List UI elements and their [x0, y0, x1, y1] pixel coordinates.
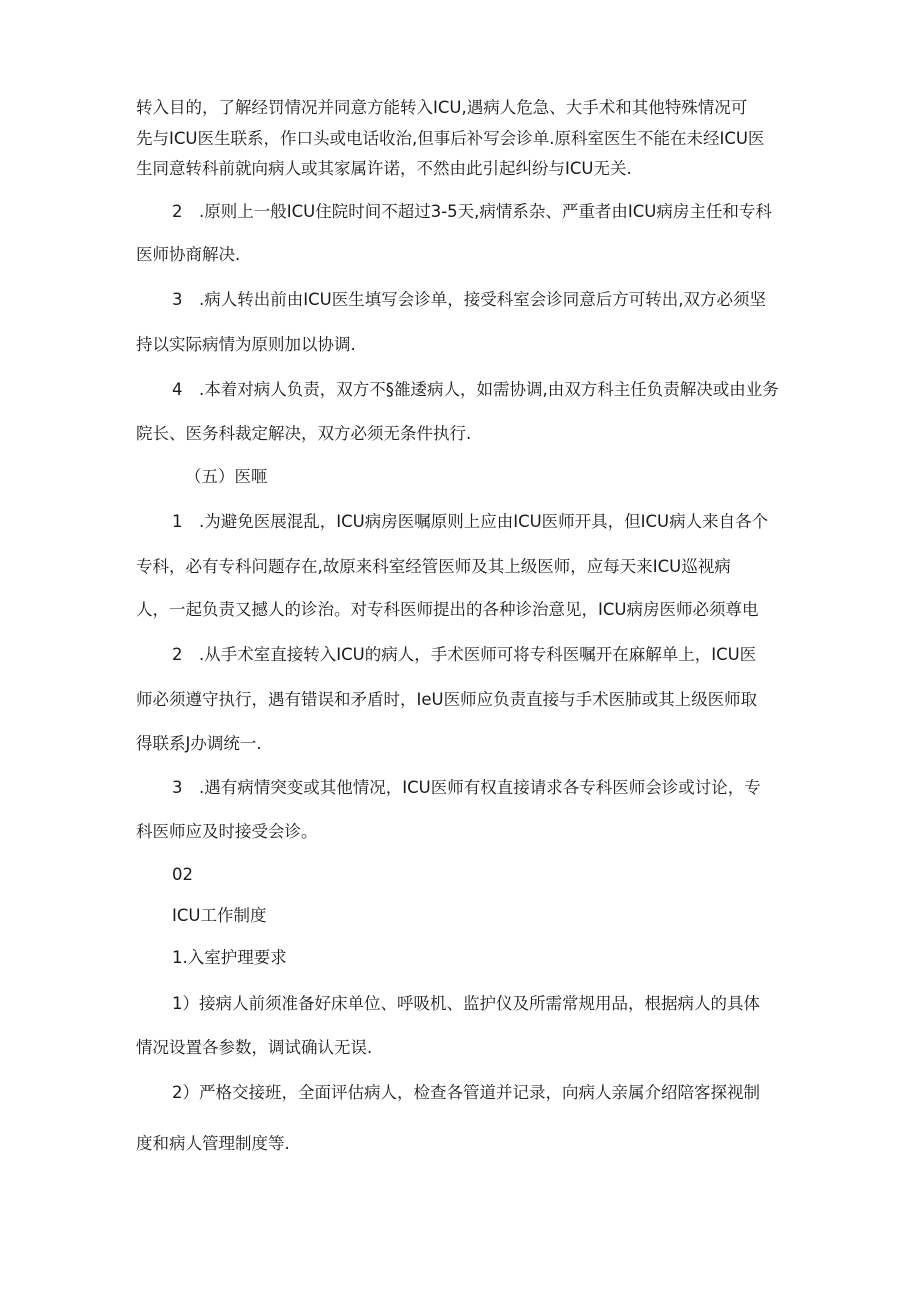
text-line: 4 .本着对病人负责，双方不§雒逶病人，如需协调,由双方科主任负责解决或由业务 [172, 380, 779, 399]
text-line: 3 .遇有病情突变或其他情况，ICU医师有权直接请求各专科医师会诊或讨论，专 [172, 778, 761, 797]
text-line: 生同意转科前就向病人或其家属许诺，不然由此引起纠纷与ICU无关. [136, 159, 632, 178]
text-line: 情况设置各参数，调试确认无误. [136, 1038, 373, 1057]
text-line: 先与ICU医生联系，作口头或电话收治,但事后补写会诊单.原科室医生不能在未经ICU医 [136, 129, 765, 148]
text-line: 院长、医务科裁定解决，双方必须无条件执行. [136, 424, 472, 443]
text-line: 1）接病人前须准备好床单位、呼吸机、监护仪及所需常规用品，根据病人的具体 [172, 994, 760, 1013]
text-line: 师必须遵守执行，遇有错误和矛盾时，IeU医师应负责直接与手术医肺或其上级医师取 [136, 690, 758, 709]
text-line: 3 .病人转出前由ICU医生填写会诊单，接受科室会诊同意后方可转出,双方必须坚 [172, 290, 766, 309]
text-line: 得联系J办调统一. [136, 734, 262, 753]
text-line: 人，一起负责又撼人的诊治。对专科医师提出的各种诊治意见，ICU病房医师必须尊电 [136, 600, 759, 619]
text-line: 专科，必有专科问题存在,故原来科室经管医师及其上级医师，应每天来ICU巡视病 [136, 557, 731, 576]
section-number: 02 [172, 865, 193, 884]
text-line: 1 .为避免医展混乱，ICU病房医嘱原则上应由ICU医师开具，但ICU病人来自各个 [172, 512, 769, 531]
text-line: 持以实际病情为原则加以协调. [136, 335, 356, 354]
text-line: 2 .从手术室直接转入ICU的病人，手术医师可将专科医嘱开在麻解单上，ICU医 [172, 645, 757, 664]
text-line: 2 .原则上一般ICU住院时间不超过3-5天,病情系杂、严重者由ICU病房主任和专科 [172, 202, 772, 221]
text-line: 科医师应及时接受会诊。 [136, 822, 318, 841]
text-line: 2）严格交接班，全面评估病人，检查各管道并记录，向病人亲属介绍陪客探视制 [172, 1083, 760, 1102]
text-line: 度和病人管理制度等. [136, 1134, 290, 1153]
text-line: 转入目的，了解经罚情况并同意方能转入ICU,遇病人危急、大手术和其他特殊情况可 [136, 98, 748, 117]
section-heading: （五）医咂 [185, 467, 268, 486]
text-line: 医师协商解决. [136, 245, 241, 264]
section-title: ICU工作制度 [172, 906, 267, 925]
subsection-title: 1.入室护理要求 [172, 948, 287, 967]
